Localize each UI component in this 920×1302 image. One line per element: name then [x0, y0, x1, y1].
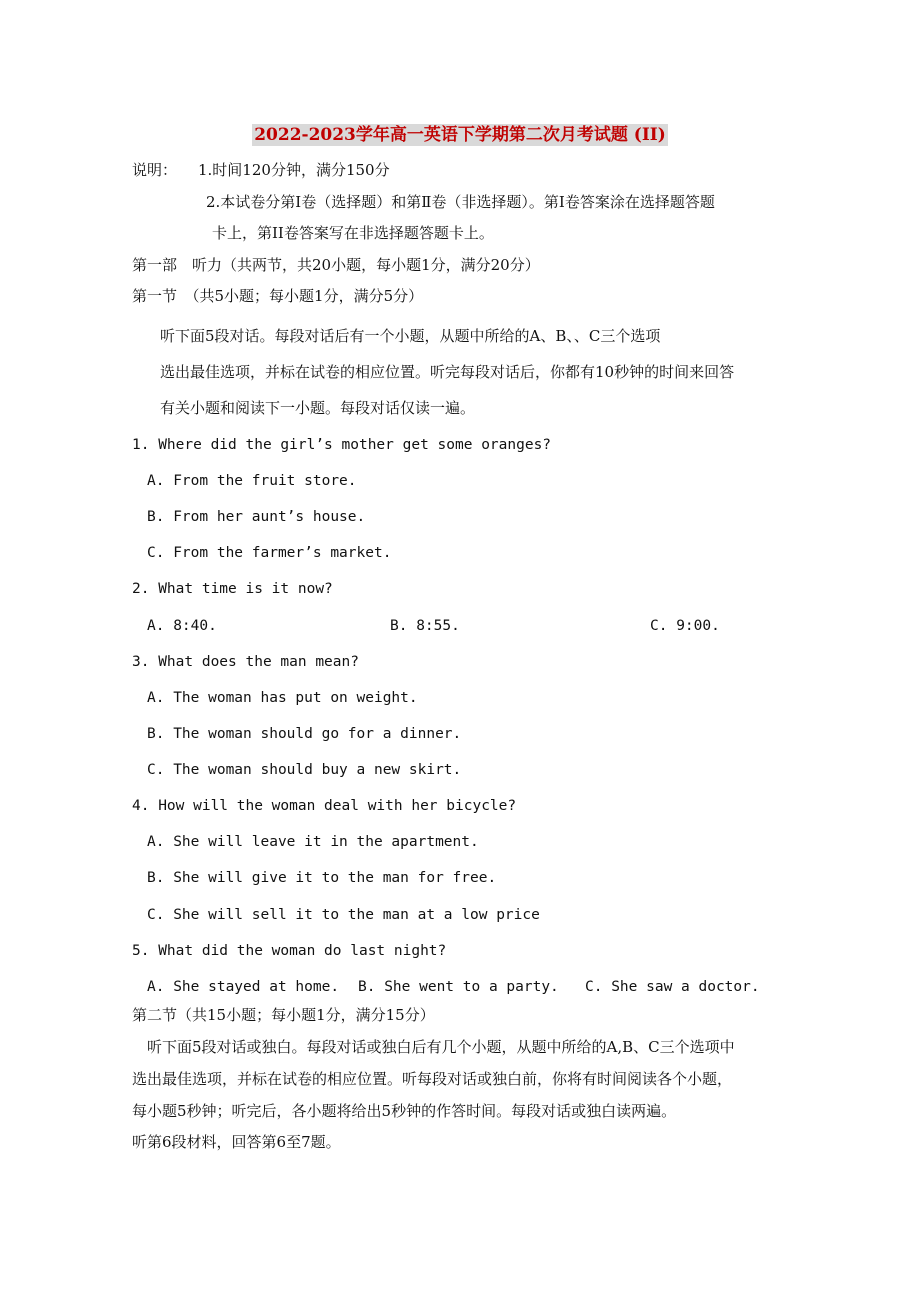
question-4-stem: 4. How will the woman deal with her bicycle? [132, 798, 517, 814]
section1-instruction-2: 选出最佳选项，并标在试卷的相应位置。听完每段对话后，你都有10秒钟的时间来回答 [160, 363, 735, 381]
note-line-3: 卡上，第II卷答案写在非选择题答题卡上。 [212, 224, 494, 242]
question-5-stem: 5. What did the woman do last night? [132, 943, 447, 959]
question-3-option-c: C. The woman should buy a new skirt. [147, 762, 462, 778]
question-4-option-c: C. She will sell it to the man at a low price [147, 907, 540, 923]
section1-instruction-3: 有关小题和阅读下一小题。每段对话仅读一遍。 [160, 399, 476, 417]
question-1-option-c: C. From the farmer’s market. [147, 545, 392, 561]
section2-heading: 第二节（共15小题；每小题1分，满分15分） [132, 1006, 435, 1024]
question-3-option-a: A. The woman has put on weight. [147, 690, 418, 706]
question-4-option-a: A. She will leave it in the apartment. [147, 834, 479, 850]
part1-heading: 第一部 听力（共两节，共20小题，每小题1分，满分20分） [132, 256, 540, 274]
question-4-option-b: B. She will give it to the man for free. [147, 870, 497, 886]
question-5-option-a: A. She stayed at home. [147, 979, 340, 995]
page-title [0, 124, 920, 146]
section1-heading: 第一节 （共5小题；每小题1分，满分5分） [132, 287, 424, 305]
note-line-1: 1.时间120分钟，满分150分 [198, 161, 390, 179]
question-2-option-a: A. 8:40. [147, 618, 217, 634]
question-5-option-c: C. She saw a doctor. [585, 979, 760, 995]
section2-instruction-1: 听下面5段对话或独白。每段对话或独白后有几个小题，从题中所给的A,B、C三个选项中 [147, 1038, 735, 1056]
question-2-option-b: B. 8:55. [390, 618, 460, 634]
question-1-option-b: B. From her aunt’s house. [147, 509, 366, 525]
question-1-option-a: A. From the fruit store. [147, 473, 357, 489]
question-2-option-c: C. 9:00. [650, 618, 720, 634]
section2-instruction-2: 选出最佳选项，并标在试卷的相应位置。听每段对话或独白前，你将有时间阅读各个小题， [132, 1070, 733, 1088]
question-5-option-b: B. She went to a party. [358, 979, 559, 995]
question-2-stem: 2. What time is it now? [132, 581, 333, 597]
section2-instruction-3: 每小题5秒钟；听完后，各小题将给出5秒钟的作答时间。每段对话或独白读两遍。 [132, 1102, 677, 1120]
section1-instruction-1: 听下面5段对话。每段对话后有一个小题，从题中所给的A、B、、C三个选项 [160, 327, 661, 345]
notes-label: 说明： [132, 161, 178, 179]
title-text: 2022-2023学年高一英语下学期第二次月考试题 (II) [254, 125, 666, 145]
question-3-option-b: B. The woman should go for a dinner. [147, 726, 462, 742]
section2-material: 听第6段材料，回答第6至7题。 [132, 1133, 341, 1151]
question-3-stem: 3. What does the man mean? [132, 654, 359, 670]
note-line-2: 2.本试卷分第Ⅰ卷（选择题）和第Ⅱ卷（非选择题）。第Ⅰ卷答案涂在选择题答题 [206, 193, 715, 211]
question-1-stem: 1. Where did the girl’s mother get some oranges? [132, 437, 552, 453]
